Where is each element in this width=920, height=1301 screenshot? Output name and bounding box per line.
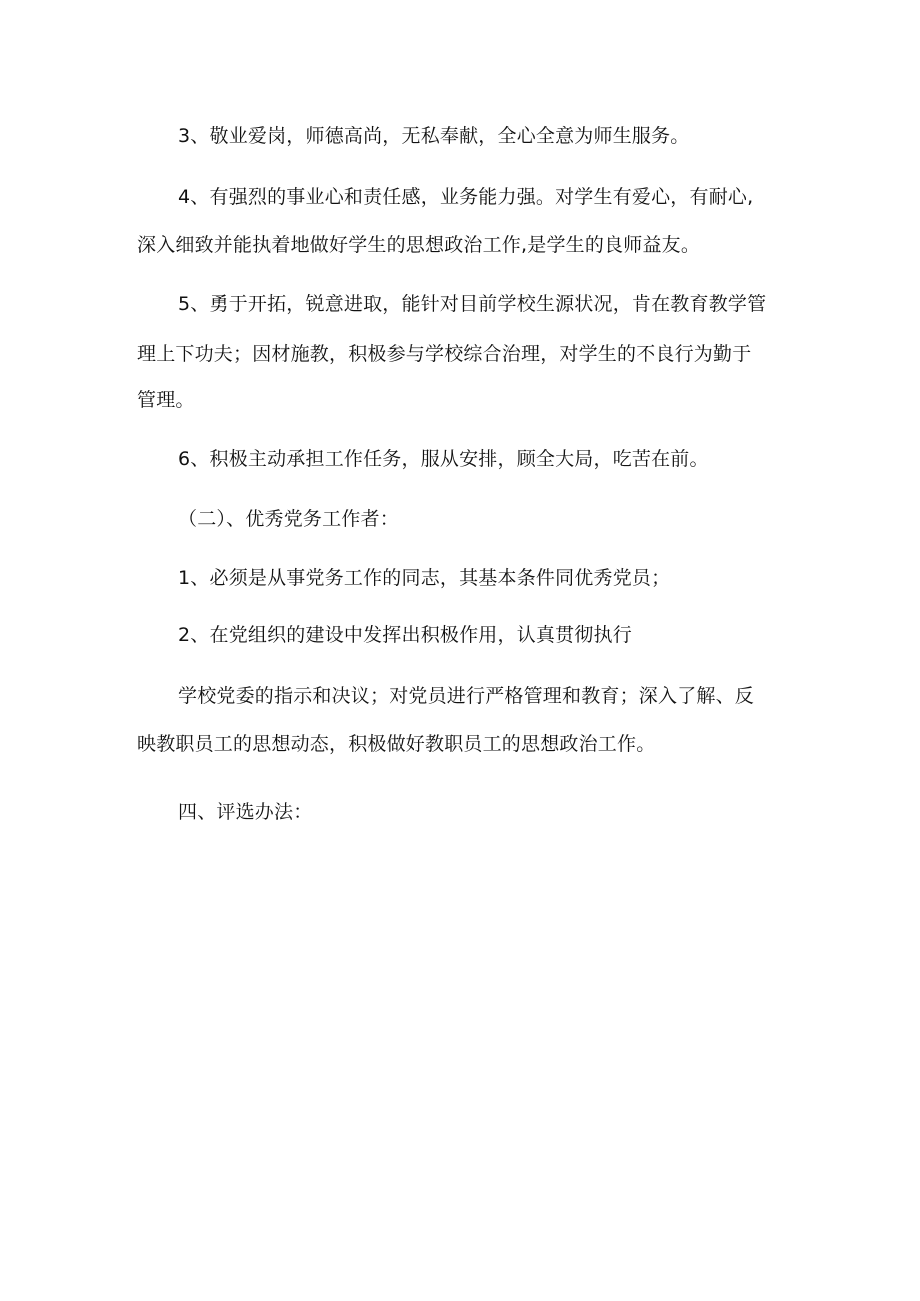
section-heading-party-workers: （二）、优秀党务工作者： [178, 508, 399, 530]
item-4-text-line-1: 4、有强烈的事业心和责任感，业务能力强。对学生有爱心，有耐心, [178, 186, 754, 208]
party-item-1-text: 1、必须是从事党务工作的同志，其基本条件同优秀党员； [178, 567, 671, 589]
item-4-text-line-2: 深入细致并能执着地做好学生的思想政治工作,是学生的良师益友。 [137, 234, 701, 256]
item-3-text: 3、敬业爱岗，师德高尚，无私奉献，全心全意为师生服务。 [178, 125, 690, 147]
item-5-text-line-2: 理上下功夫；因材施教，积极参与学校综合治理，对学生的不良行为勤于 [137, 343, 752, 365]
party-item-2-continuation-line-1: 学校党委的指示和决议；对党员进行严格管理和教育；深入了解、反 [178, 685, 755, 707]
party-item-2-text: 2、在党组织的建设中发挥出积极作用，认真贯彻执行 [178, 624, 632, 646]
section-heading-selection-method: 四、评选办法： [178, 801, 313, 823]
item-5-text-line-3: 管理。 [137, 389, 195, 411]
party-item-2-continuation-line-2: 映教职员工的思想动态，积极做好教职员工的思想政治工作。 [137, 733, 656, 755]
item-6-text: 6、积极主动承担工作任务，服从安排，顾全大局，吃苦在前。 [178, 448, 709, 470]
item-5-text-line-1: 5、勇于开拓，锐意进取，能针对目前学校生源状况，肯在教育教学管 [178, 293, 767, 315]
